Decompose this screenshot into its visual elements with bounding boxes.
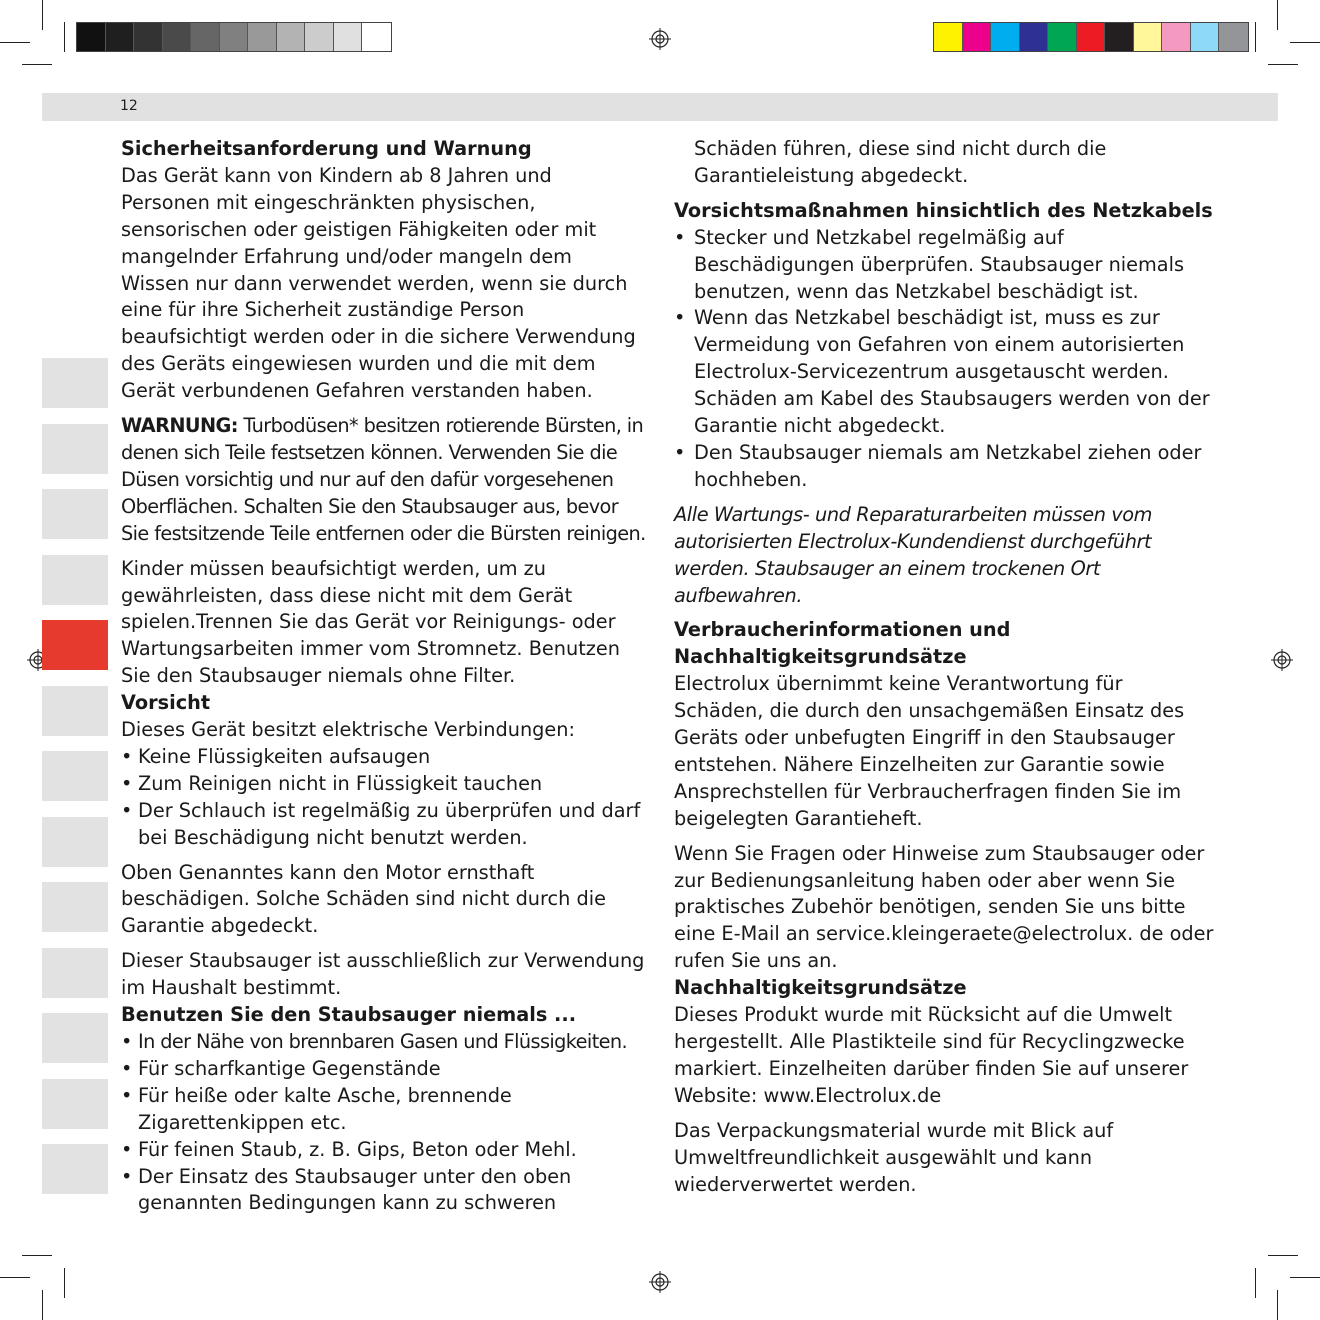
header-bar <box>42 93 1278 121</box>
crop-mark <box>64 22 65 52</box>
color-swatch <box>1020 23 1049 51</box>
crop-mark <box>42 0 43 30</box>
language-tab[interactable] <box>42 1079 108 1129</box>
color-swatch-strip <box>933 22 1249 52</box>
children-text: Kinder müssen beaufsichtigt werden, um zu gewährleisten, dass diese nicht mit dem Gerät spielen.Trennen Sie das Gerät vor Reinigungs- oder Wartungsarbeiten immer vom Stromnetz. Benutzen Sie den Staubsauger niemals ohne Filter. <box>121 556 620 688</box>
page-number: 12 <box>120 98 138 114</box>
crop-mark <box>1277 1290 1278 1320</box>
right-column <box>674 136 1214 1198</box>
registration-mark-icon <box>649 1271 671 1293</box>
language-tab[interactable] <box>42 882 108 932</box>
registration-mark-icon <box>1271 649 1293 671</box>
language-tab-active[interactable] <box>42 620 108 670</box>
registration-mark-icon <box>649 28 671 50</box>
language-tab[interactable] <box>42 555 108 605</box>
color-swatch <box>163 23 192 51</box>
crop-mark <box>1255 22 1256 52</box>
color-swatch <box>1219 23 1248 51</box>
color-swatch <box>362 23 391 51</box>
list-item: • Der Schlauch ist regelmäßig zu überprüfen und darf bei Beschädigung nicht benutzt werden. <box>121 798 646 852</box>
list-item: • Keine Flüssigkeiten aufsaugen <box>121 744 646 771</box>
cable-heading: Vorsichtsmaßnahmen hinsichtlich des Netzkabels <box>674 198 1213 222</box>
never-heading: Benutzen Sie den Staubsauger niemals ... <box>121 1003 577 1027</box>
language-tab[interactable] <box>42 1013 108 1063</box>
consumer-heading: Verbraucherinformationen und <box>674 618 1011 642</box>
list-item: • Stecker und Netzkabel regelmäßig auf Beschädigungen überprüfen. Staubsauger niemals benutzen, wenn das Netzkabel beschädigt ist. <box>674 225 1214 306</box>
color-swatch <box>934 23 963 51</box>
list-item: • In der Nähe von brennbaren Gasen und Flüssigkeiten. <box>121 1029 646 1056</box>
crop-mark <box>1268 64 1298 65</box>
color-swatch <box>1048 23 1077 51</box>
color-swatch <box>191 23 220 51</box>
contact-text: Wenn Sie Fragen oder Hinweise zum Staubsauger oder zur Bedienungsanleitung haben oder aber wenn Sie praktisches Zubehör benötigen, senden Sie uns bitte eine E-Mail an service.kleingeraete@electrolux. de oder rufen Sie uns an. <box>674 841 1214 973</box>
caution-intro: Dieses Gerät besitzt elektrische Verbindungen: <box>121 718 576 742</box>
color-swatch <box>1077 23 1106 51</box>
list-item: • Für feinen Staub, z. B. Gips, Beton oder Mehl. <box>121 1137 646 1164</box>
service-note: Alle Wartungs- und Reparaturarbeiten müssen vom autorisierten Electrolux-Kundendienst durchgeführt werden. Staubsauger an einem trockenen Ort aufbewahren. <box>674 502 1153 607</box>
list-item: • Den Staubsauger niemals am Netzkabel ziehen oder hochheben. <box>674 440 1214 494</box>
crop-mark <box>1290 42 1320 43</box>
language-tab[interactable] <box>42 489 108 539</box>
color-swatch <box>248 23 277 51</box>
color-swatch <box>305 23 334 51</box>
color-swatch <box>963 23 992 51</box>
list-item: • Zum Reinigen nicht in Flüssigkeit tauchen <box>121 771 646 798</box>
list-item: • Für heiße oder kalte Asche, brennende Zigarettenkippen etc. <box>121 1083 646 1137</box>
language-tab[interactable] <box>42 948 108 998</box>
color-swatch <box>106 23 135 51</box>
caution-heading: Vorsicht <box>121 691 211 715</box>
safety-heading: Sicherheitsanforderung und Warnung <box>121 137 532 160</box>
safety-text: Das Gerät kann von Kindern ab 8 Jahren und Personen mit eingeschränkten physischen, sensorischen oder geistigen Fähigkeiten oder mit mangelnder Erfahrung und/oder mangeln dem Wissen nur dann verwendet werden, wenn sie durch eine für ihre Sicherheit zuständige Person beaufsichtigt werden oder in die sichere Verwendung des Geräts eingewiesen wurden und die mit dem Gerät verbundenen Gefahren verstanden haben. <box>121 163 636 403</box>
color-swatch <box>1134 23 1163 51</box>
crop-mark <box>0 1277 30 1278</box>
crop-mark <box>1277 0 1278 30</box>
language-tab[interactable] <box>42 358 108 408</box>
color-swatch <box>991 23 1020 51</box>
crop-mark <box>22 64 52 65</box>
color-swatch <box>1105 23 1134 51</box>
caution-list <box>121 744 646 852</box>
warning-label: WARNUNG: <box>121 414 238 438</box>
language-tab[interactable] <box>42 817 108 867</box>
color-swatch <box>1191 23 1220 51</box>
warning-text: Turbodüsen* besitzen rotierende Bürsten, in denen sich Teile festsetzen können. Verwenden Sie die Düsen vorsichtig und nur auf den dafür vorgesehenen Oberflächen. Schalten Sie den Staubsauger aus, bevor Sie festsitzende Teile entfernen oder die Bürsten reinigen. <box>121 414 646 545</box>
color-swatch <box>1162 23 1191 51</box>
language-tab[interactable] <box>42 1144 108 1194</box>
language-tabs <box>42 358 108 1210</box>
motor-text: Oben Genanntes kann den Motor ernsthaft beschädigen. Solche Schäden sind nicht durch die Garantie abgedeckt. <box>121 860 606 938</box>
sustain-text: Dieses Produkt wurde mit Rücksicht auf die Umwelt hergestellt. Alle Plastikteile sind für Recyclingzwecke markiert. Einzelheiten darüber finden Sie auf unserer Website: www.Electrolux.de <box>674 1003 1189 1107</box>
language-tab[interactable] <box>42 686 108 736</box>
consumer-text: Electrolux übernimmt keine Verantwortung für Schäden, die durch den unsachgemäßen Einsatz des Geräts oder unbefugten Eingriff in den Staubsauger entstehen. Nähere Einzelheiten zur Garantie sowie Ansprechstellen für Verbraucherfragen finden Sie im beigelegten Garantieheft. <box>674 672 1185 830</box>
cable-list <box>674 225 1214 494</box>
language-tab[interactable] <box>42 424 108 474</box>
language-tab[interactable] <box>42 751 108 801</box>
consumer-heading-line2: Nachhaltigkeitsgrundsätze <box>674 645 967 669</box>
sustain-heading: Nachhaltigkeitsgrundsätze <box>674 976 967 1000</box>
crop-mark <box>1255 1268 1256 1298</box>
list-item: • Für scharfkantige Gegenstände <box>121 1056 646 1083</box>
gray-swatch-strip <box>76 22 392 52</box>
crop-mark <box>1290 1277 1320 1278</box>
list-item: • Der Einsatz des Staubsauger unter den oben genannten Bedingungen kann zu schweren <box>121 1164 646 1218</box>
crop-mark <box>22 1255 52 1256</box>
packaging-text: Das Verpackungsmaterial wurde mit Blick auf Umweltfreundlichkeit ausgewählt und kann wiederverwertet werden. <box>674 1118 1114 1196</box>
household-text: Dieser Staubsauger ist ausschließlich zur Verwendung im Haushalt bestimmt. <box>121 949 645 1000</box>
color-swatch <box>277 23 306 51</box>
crop-mark <box>1268 1255 1298 1256</box>
continuation-text: Schäden führen, diese sind nicht durch die Garantieleistung abgedeckt. <box>694 137 1107 187</box>
list-item: • Wenn das Netzkabel beschädigt ist, muss es zur Vermeidung von Gefahren von einem autorisierten Electrolux-Servicezentrum ausgetauscht werden. Schäden am Kabel des Staubsaugers werden von der Garantie nicht abgedeckt. <box>674 305 1214 440</box>
crop-mark <box>64 1268 65 1298</box>
color-swatch <box>220 23 249 51</box>
crop-mark <box>42 1290 43 1320</box>
left-column <box>121 136 646 1217</box>
warning-paragraph <box>121 413 646 548</box>
crop-mark <box>0 42 30 43</box>
color-swatch <box>77 23 106 51</box>
color-swatch <box>334 23 363 51</box>
color-swatch <box>134 23 163 51</box>
never-list <box>121 1029 646 1217</box>
